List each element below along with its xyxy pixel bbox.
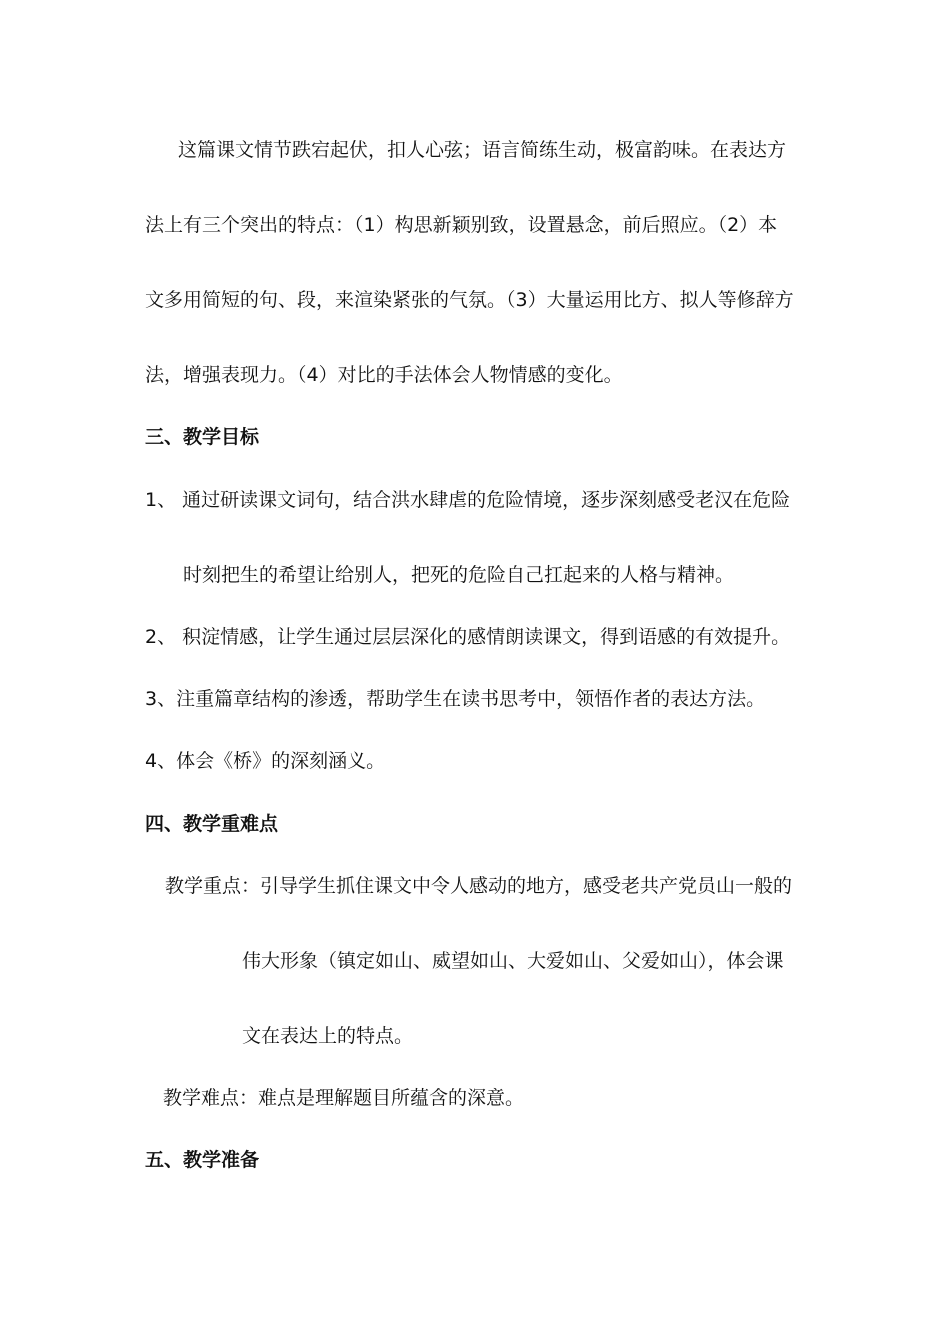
key-point-line-2: 伟大形象（镇定如山、威望如山、大爱如山、父爱如山），体会课 (242, 950, 784, 972)
goal-item-4: 4、体会《桥》的深刻涵义。 (145, 750, 386, 772)
goal-item-2: 2、 积淀情感，让学生通过层层深化的感情朗读课文，得到语感的有效提升。 (145, 626, 791, 648)
goal-item-3: 3、注重篇章结构的渗透，帮助学生在读书思考中，领悟作者的表达方法。 (145, 688, 766, 710)
section-heading-teaching-goals: 三、教学目标 (145, 426, 260, 448)
key-point-line-1: 教学重点：引导学生抓住课文中令人感动的地方，感受老共产党员山一般的 (165, 875, 793, 897)
goal-item-1-line-2: 时刻把生的希望让给别人，把死的危险自己扛起来的人格与精神。 (183, 564, 735, 586)
key-point-line-3: 文在表达上的特点。 (242, 1025, 414, 1047)
intro-paragraph-line-4: 法，增强表现力。（4）对比的手法体会人物情感的变化。 (145, 364, 623, 386)
difficulty-point: 教学难点：难点是理解题目所蕴含的深意。 (163, 1087, 525, 1109)
intro-paragraph-line-3: 文多用简短的句、段，来渲染紧张的气氛。（3）大量运用比方、拟人等修辞方 (145, 289, 794, 311)
section-heading-teaching-preparation: 五、教学准备 (145, 1149, 260, 1171)
intro-paragraph-line-2: 法上有三个突出的特点：（1）构思新颖别致，设置悬念，前后照应。（2）本 (145, 214, 778, 236)
goal-item-1-line-1: 1、 通过研读课文词句，结合洪水肆虐的危险情境，逐步深刻感受老汉在危险 (145, 489, 791, 511)
section-heading-key-points: 四、教学重难点 (145, 813, 279, 835)
intro-paragraph-line-1: 这篇课文情节跌宕起伏，扣人心弦；语言简练生动，极富韵味。在表达方 (178, 139, 787, 161)
